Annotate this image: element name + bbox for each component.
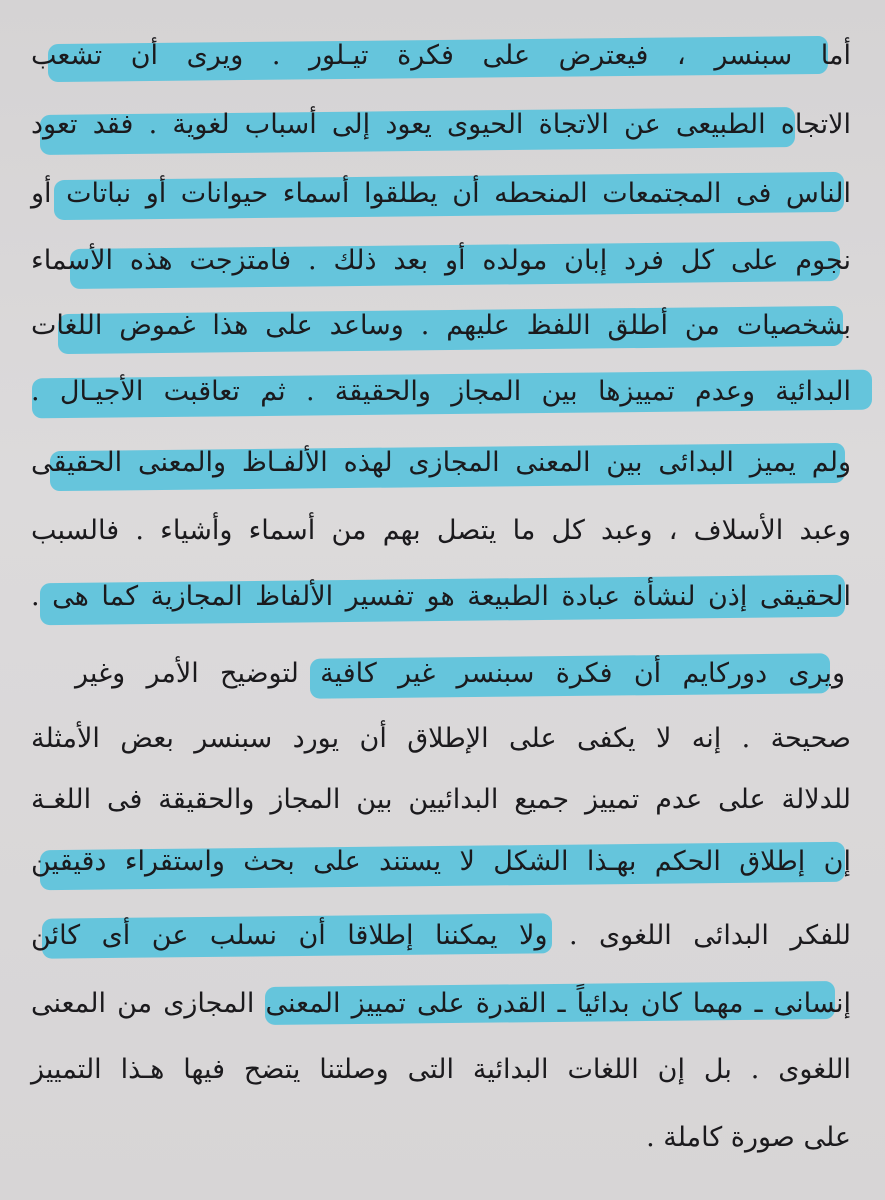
line-text: بشخصيات من أطلق اللفظ عليهم . وساعد على هذا غموض اللغات bbox=[31, 310, 851, 341]
line-text: وعبد الأسلاف ، وعبد كل ما يتصل بهم من أسماء وأشياء . فالسبب bbox=[31, 515, 851, 546]
line-text: أما سبنسر ، فيعترض على فكرة تيـلور . ويرى أن تشعب bbox=[31, 40, 851, 71]
text-line-16 bbox=[0, 1040, 885, 1110]
line-text: الاتجاه الطبيعى عن الاتجاة الحيوى يعود إلى أسباب لغوية . فقد تعود bbox=[31, 109, 851, 140]
line-text: البدائية وعدم تمييزها بين المجاز والحقيقة . ثم تعاقبت الأجيـال . bbox=[31, 376, 851, 407]
text-line-12 bbox=[0, 770, 885, 840]
line-text: إنسانى ـ مهما كان بدائياً ـ القدرة على تمييز المعنى المجازى من المعنى bbox=[31, 988, 851, 1019]
text-line-5 bbox=[0, 296, 885, 366]
line-text: الناس فى المجتمعات المنحطه أن يطلقوا أسماء حيوانات أو نباتات أو bbox=[31, 178, 851, 209]
text-line-7 bbox=[0, 433, 885, 503]
text-line-15 bbox=[0, 974, 885, 1044]
text-line-6 bbox=[0, 362, 885, 432]
line-text: للفكر البدائى اللغوى . ولا يمكننا إطلاقا أن نسلب عن أى كائن bbox=[31, 920, 851, 951]
line-text: اللغوى . بل إن اللغات البدائية التى وصلتنا يتضح فيها هـذا التمييز bbox=[31, 1054, 851, 1085]
text-line-10 bbox=[0, 644, 885, 714]
text-line-8 bbox=[0, 501, 885, 571]
text-line-14 bbox=[0, 906, 885, 976]
text-line-9 bbox=[0, 567, 885, 637]
text-line-3 bbox=[0, 164, 885, 234]
line-text: الحقيقى إذن لنشأة عبادة الطبيعة هو تفسير الألفاظ المجازية كما هى . bbox=[31, 581, 851, 612]
text-line-4 bbox=[0, 231, 885, 301]
text-line-1 bbox=[0, 26, 885, 96]
line-text: ولم يميز البدائى بين المعنى المجازى لهذه الألفـاظ والمعنى الحقيقى bbox=[31, 447, 851, 478]
line-text: إن إطلاق الحكم بهـذا الشكل لا يستند على بحث واستقراء دقيقين bbox=[31, 846, 851, 877]
text-line-2 bbox=[0, 95, 885, 165]
line-text: على صورة كاملة . bbox=[646, 1122, 851, 1153]
text-line-11 bbox=[0, 709, 885, 779]
line-text: للدلالة على عدم تمييز جميع البدائيين بين المجاز والحقيقة فى اللغـة bbox=[31, 784, 851, 815]
line-text: صحيحة . إنه لا يكفى على الإطلاق أن يورد سبنسر بعض الأمثلة bbox=[31, 723, 851, 754]
text-line-17 bbox=[0, 1108, 885, 1178]
line-text: نجوم على كل فرد إبان مولده أو بعد ذلك . فامتزجت هذه الأسماء bbox=[31, 245, 851, 276]
text-line-13 bbox=[0, 832, 885, 902]
line-text: ويرى دوركايم أن فكرة سبنسر غير كافية لتوضيح الأمر وغير bbox=[75, 658, 845, 689]
